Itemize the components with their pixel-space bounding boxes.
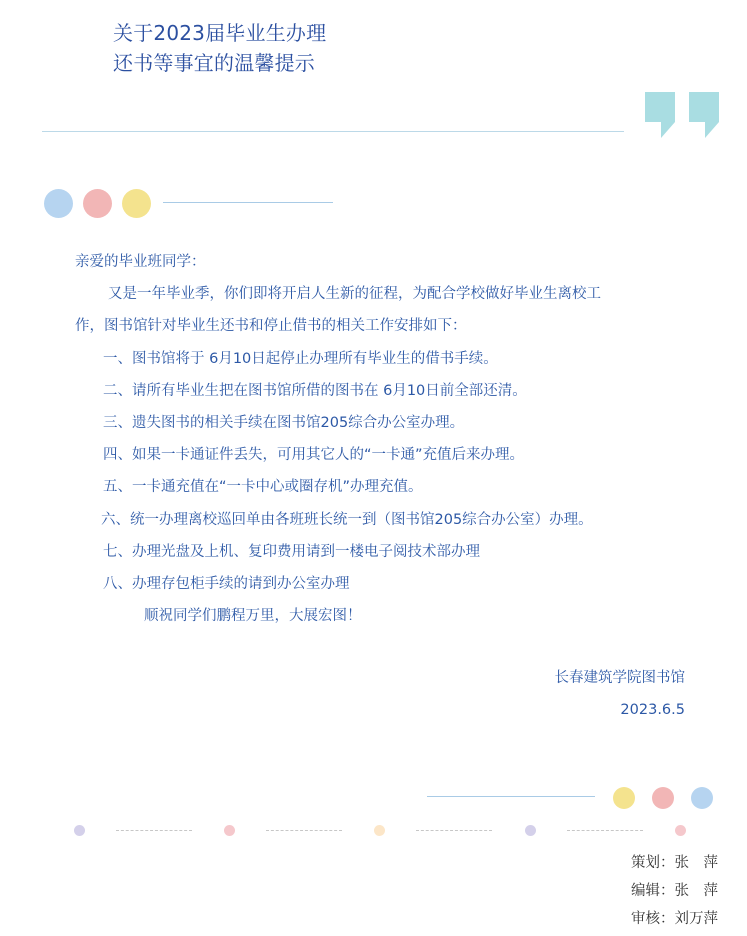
separator-dot [224,825,235,836]
separator-dot [374,825,385,836]
separator-dash [567,830,643,831]
separator-dash [266,830,342,831]
decor-line [427,796,595,797]
decor-line [163,202,333,203]
signature-date: 2023.6.5 [620,702,685,718]
notice-item: 四、如果一卡通证件丢失，可用其它人的“一卡通”充值后来办理。 [103,447,525,464]
notice-item: 一、图书馆将于 6月10日起停止办理所有毕业生的借书手续。 [103,350,498,367]
quote-mark-icon [645,92,675,138]
separator-dot [74,825,85,836]
quote-mark-icon [689,92,719,138]
credit-planner: 策划：张 萍 [631,855,718,871]
title-line-1: 关于2023届毕业生办理 [113,21,327,45]
notice-item: 五、一卡通充值在“一卡中心或圈存机”办理充值。 [103,479,423,496]
separator-dot [675,825,686,836]
notice-item: 六、统一办理离校巡回单由各班班长统一到（图书馆205综合办公室）办理。 [101,511,593,528]
notice-item: 三、遗失图书的相关手续在图书馆205综合办公室办理。 [103,415,465,432]
article-title [113,18,326,78]
separator-dash [116,830,192,831]
decor-dot-blue [691,787,713,809]
separator-dot [525,825,536,836]
notice-item: 八、办理存包柜手续的请到办公室办理 [103,576,350,593]
credit-reviewer: 审核：刘万萍 [631,911,718,927]
notice-item: 七、办理光盘及上机、复印费用请到一楼电子阅技术部办理 [103,543,480,560]
letter-intro-line-2: 作，图书馆针对毕业生还书和停止借书的相关工作安排如下： [75,318,467,335]
credits [631,849,718,933]
decor-dot-pink [652,787,674,809]
letter-greeting: 亲爱的毕业班同学： [75,254,206,270]
letter-signature [555,662,686,726]
letter-body [75,246,695,632]
letter-closing: 顺祝同学们鹏程万里，大展宏图！ [144,608,362,625]
decor-dot-yellow [613,787,635,809]
title-divider [42,131,624,132]
decor-dot-yellow [122,189,151,218]
notice-item: 二、请所有毕业生把在图书馆所借的图书在 6月10日前全部还清。 [103,382,527,399]
decor-dot-pink [83,189,112,218]
credit-editor: 编辑：张 萍 [631,883,718,899]
letter-intro-line-1: 又是一年毕业季，你们即将开启人生新的征程，为配合学校做好毕业生离校工 [108,286,601,303]
separator-dash [416,830,492,831]
signature-organization: 长春建筑学院图书馆 [554,670,685,686]
title-line-2: 还书等事宜的温馨提示 [113,51,315,75]
decor-dot-blue [44,189,73,218]
